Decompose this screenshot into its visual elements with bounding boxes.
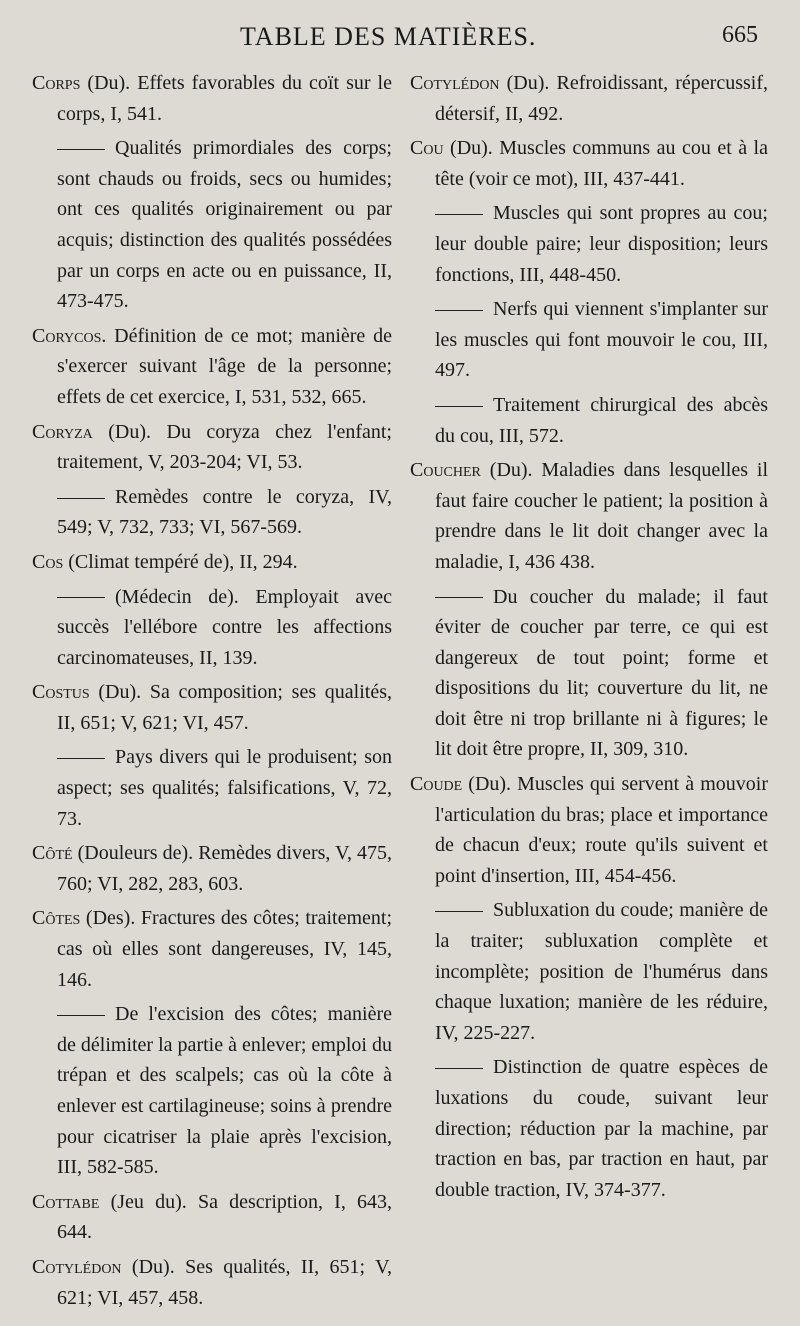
index-subentry bbox=[32, 582, 392, 674]
page-number: 665 bbox=[722, 22, 758, 48]
right-column bbox=[410, 68, 768, 1209]
ditto-dash bbox=[435, 911, 483, 912]
index-entry bbox=[32, 903, 392, 995]
entry-headword: Côté bbox=[32, 842, 73, 865]
entry-text: (Du). Maladies dans lesquelles il faut faire coucher le patient; la position à prendre dans le lit doit changer avec la maladie, I, 436 438. bbox=[435, 459, 768, 573]
index-entry bbox=[32, 417, 392, 478]
index-entry bbox=[410, 455, 768, 577]
entry-text: (Du). Effets favorables du coït sur le corps, I, 541. bbox=[57, 72, 392, 125]
index-subentry bbox=[410, 198, 768, 290]
entry-text: Pays divers qui le produisent; son aspect; ses qualités; falsifications, V, 72, 73. bbox=[57, 746, 392, 830]
index-subentry bbox=[410, 1052, 768, 1205]
ditto-dash bbox=[435, 1068, 483, 1069]
entry-text: (Médecin de). Employait avec succès l'ellébore contre les affections carcinomateuses, II, 139. bbox=[57, 585, 392, 669]
ditto-dash bbox=[57, 758, 105, 759]
entry-text: Nerfs qui viennent s'implanter sur les muscles qui font mouvoir le cou, III, 497. bbox=[435, 298, 768, 382]
index-subentry bbox=[32, 742, 392, 834]
entry-text: (Du). Du coryza chez l'enfant; traitement, V, 203-204; VI, 53. bbox=[57, 420, 392, 474]
entry-text: De l'excision des côtes; manière de délimiter la partie à enlever; emploi du trépan et des scalpels; cas où la côte à enlever est cartilagineuse; soins à prendre pour cicatriser la plaie après l'excision, III, 582-585. bbox=[57, 1003, 392, 1179]
entry-headword: Costus bbox=[32, 681, 90, 704]
entry-text: (Du). Sa composition; ses qualités, II, 651; V, 621; VI, 457. bbox=[57, 681, 392, 734]
entry-text: Traitement chirurgical des abcès du cou, III, 572. bbox=[435, 393, 768, 447]
index-subentry bbox=[410, 582, 768, 766]
index-subentry bbox=[410, 390, 768, 451]
entry-headword: Cou bbox=[410, 137, 444, 160]
index-entry bbox=[410, 769, 768, 891]
index-entry bbox=[32, 547, 392, 578]
entry-text: (Des). Fractures des côtes; traitement; cas où elles sont dangereuses, IV, 145, 146. bbox=[57, 907, 392, 991]
ditto-dash bbox=[57, 149, 105, 150]
entry-headword: Corycos bbox=[32, 324, 102, 347]
entry-text: (Du). Muscles qui servent à mouvoir l'articulation du bras; place et importance de chacun d'eux; route qu'ils suivent et point d'insertion, III, 454-456. bbox=[435, 773, 768, 887]
entry-text: (Climat tempéré de), II, 294. bbox=[63, 550, 298, 573]
index-subentry bbox=[32, 482, 392, 543]
entry-text: Subluxation du coude; manière de la traiter; subluxation complète et incomplète; position de l'humérus dans chaque luxation; manière de les réduire, IV, 225-227. bbox=[435, 899, 768, 1044]
index-entry bbox=[32, 68, 392, 129]
index-entry bbox=[32, 677, 392, 738]
ditto-dash bbox=[57, 597, 105, 598]
index-entry bbox=[32, 1187, 392, 1248]
index-entry bbox=[32, 321, 392, 413]
ditto-dash bbox=[435, 310, 483, 311]
entry-text: (Douleurs de). Remèdes divers, V, 475, 760; VI, 282, 283, 603. bbox=[57, 842, 392, 895]
entry-text: Remèdes contre le coryza, IV, 549; V, 732, 733; VI, 567-569. bbox=[57, 485, 392, 539]
entry-text: (Du). Refroidissant, répercussif, détersif, II, 492. bbox=[435, 72, 768, 125]
ditto-dash bbox=[435, 214, 483, 215]
entry-text: Distinction de quatre espèces de luxations du coude, suivant leur direction; réduction par la machine, par traction en bas, par traction en haut, par double traction, IV, 374-377. bbox=[435, 1056, 768, 1201]
entry-headword: Corps bbox=[32, 72, 81, 94]
entry-headword: Côtes bbox=[32, 907, 81, 930]
index-subentry bbox=[32, 999, 392, 1183]
index-entry bbox=[32, 1252, 392, 1313]
ditto-dash bbox=[435, 406, 483, 407]
index-entry bbox=[410, 133, 768, 194]
entry-text: Muscles qui sont propres au cou; leur double paire; leur disposition; leurs fonctions, III, 448-450. bbox=[435, 202, 768, 286]
index-subentry bbox=[410, 294, 768, 386]
ditto-dash bbox=[57, 1015, 105, 1016]
entry-headword: Cos bbox=[32, 550, 64, 573]
entry-text: . Définition de ce mot; manière de s'exercer suivant l'âge de la personne; effets de cet exercice, I, 531, 532, 665. bbox=[57, 324, 392, 408]
index-entry bbox=[410, 68, 768, 129]
entry-headword: Cotylédon bbox=[410, 72, 500, 94]
index-entry bbox=[32, 838, 392, 899]
entry-headword: Coude bbox=[410, 773, 463, 796]
entry-headword: Cotylédon bbox=[32, 1255, 122, 1278]
entry-text: Qualités primordiales des corps; sont chauds ou froids, secs ou humides; ont ces qualités originairement ou par acquis; distinction des qualités possédées par un corps en acte ou en puissance, II, 473-475. bbox=[57, 137, 392, 313]
index-subentry bbox=[410, 895, 768, 1048]
entry-text: (Jeu du). Sa description, I, 643, 644. bbox=[57, 1190, 392, 1244]
entry-headword: Cottabe bbox=[32, 1190, 100, 1213]
ditto-dash bbox=[57, 498, 105, 499]
ditto-dash bbox=[435, 597, 483, 598]
entry-text: (Du). Muscles communs au cou et à la tête (voir ce mot), III, 437-441. bbox=[435, 137, 768, 190]
index-subentry bbox=[32, 133, 392, 317]
entry-text: (Du). Ses qualités, II, 651; V, 621; VI, 457, 458. bbox=[57, 1255, 392, 1309]
entry-text: Du coucher du malade; il faut éviter de coucher par terre, ce qui est dangereux de tout point; forme et dispositions du lit; couverture du lit, ne doit être ni trop brillante ni à figures; le lit doit être propre, II, 309, 310. bbox=[435, 585, 768, 761]
entry-headword: Coryza bbox=[32, 420, 93, 443]
left-column bbox=[32, 68, 392, 1317]
entry-headword: Coucher bbox=[410, 459, 481, 482]
running-title: TABLE DES MATIÈRES. bbox=[240, 22, 537, 51]
